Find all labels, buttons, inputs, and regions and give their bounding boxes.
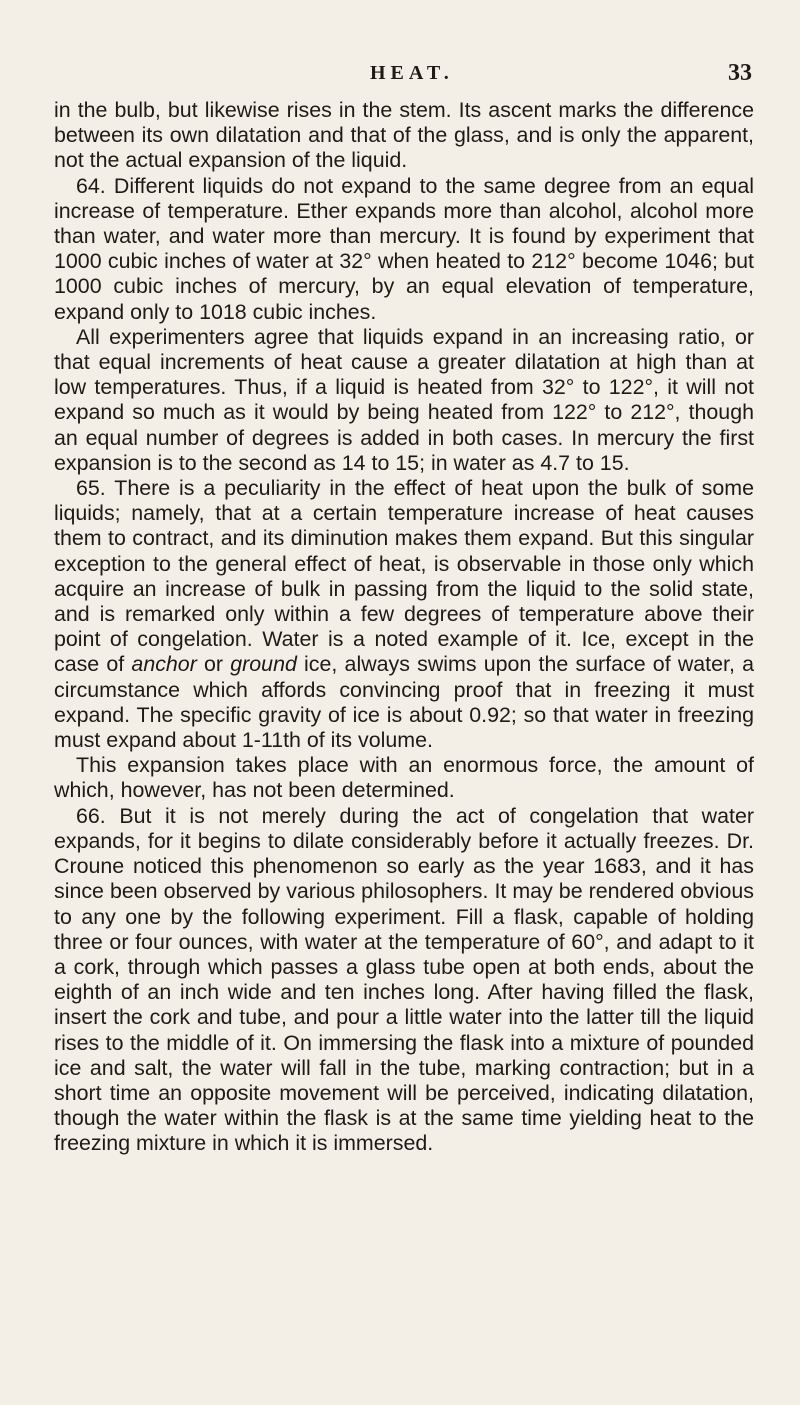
body-text xyxy=(54,98,754,1157)
paragraph-expansion-force: This expansion takes place with an enormous force, the amount of which, however, has not been determined. xyxy=(54,753,754,803)
paragraph-65-text-start: 65. There is a peculiarity in the effect of heat upon the bulk of some liquids; namely, that at a certain temperature increase of heat causes them to contract, and its diminution makes them expand. But this singular exception to the general effect of heat, is observable in those only which acquire an increase of bulk in passing from the liquid to the solid state, and is remarked only within a few degrees of temperature above their point of congelation. Water is a noted example of it. Ice, except in the case of xyxy=(54,476,754,677)
paragraph-64: 64. Different liquids do not expand to the same degree from an equal increase of temperature. Ether expands more than alcohol, alcohol more than water, and water more than mercury. It is found by experiment that 1000 cubic inches of water at 32° when heated to 212° become 1046; but 1000 cubic inches of mercury, by an equal elevation of temperature, expand only to 1018 cubic inches. xyxy=(54,173,754,324)
paragraph-65 xyxy=(54,476,754,753)
paragraph-expansion-ratio: All experimenters agree that liquids expand in an increasing ratio, or that equal increments of heat cause a greater dilatation at high than at low temperatures. Thus, if a liquid is heated from 32° to 122°, it will not expand so much as it would by being heated from 122° to 212°, though an equal number of degrees is added in both cases. In mercury the first expansion is to the second as 14 to 15; in water as 4.7 to 15. xyxy=(54,324,754,475)
running-head xyxy=(40,62,752,92)
paragraph-65-text-end: ice, always swims upon the surface of water, a circumstance which affords convincing proof that in freezing it must expand. The specific gravity of ice is about 0.92; so that water in freezing must expand about 1-11th of its volume. xyxy=(54,652,754,753)
paragraph-65-connector: or xyxy=(196,652,231,677)
running-title: HEAT. xyxy=(370,62,454,84)
page-number: 33 xyxy=(728,60,752,86)
paragraph-66: 66. But it is not merely during the act of congelation that water expands, for it begins to dilate considerably before it actually freezes. Dr. Croune noticed this phenomenon so early as the year 1683, and it has since been observed by various philosophers. It may be rendered obvious to any one by the following experiment. Fill a flask, capable of holding three or four ounces, with water at the temperature of 60°, and adapt to it a cork, through which passes a glass tube open at both ends, about the eighth of an inch wide and ten inches long. After having filled the flask, insert the cork and tube, and pour a little water into the latter till the liquid rises to the middle of it. On immersing the flask into a mixture of pounded ice and salt, the water will fall in the tube, marking contraction; but in a short time an opposite movement will be perceived, indicating dilatation, though the water within the flask is at the same time yielding heat to the freezing mixture in which it is immersed. xyxy=(54,803,754,1156)
anchor-term: anchor xyxy=(131,652,197,677)
ground-term: ground xyxy=(230,652,297,677)
paragraph-continuation: in the bulb, but likewise rises in the stem. Its ascent marks the difference between its own dilatation and that of the glass, and is only the apparent, not the actual expansion of the liquid. xyxy=(54,98,754,173)
